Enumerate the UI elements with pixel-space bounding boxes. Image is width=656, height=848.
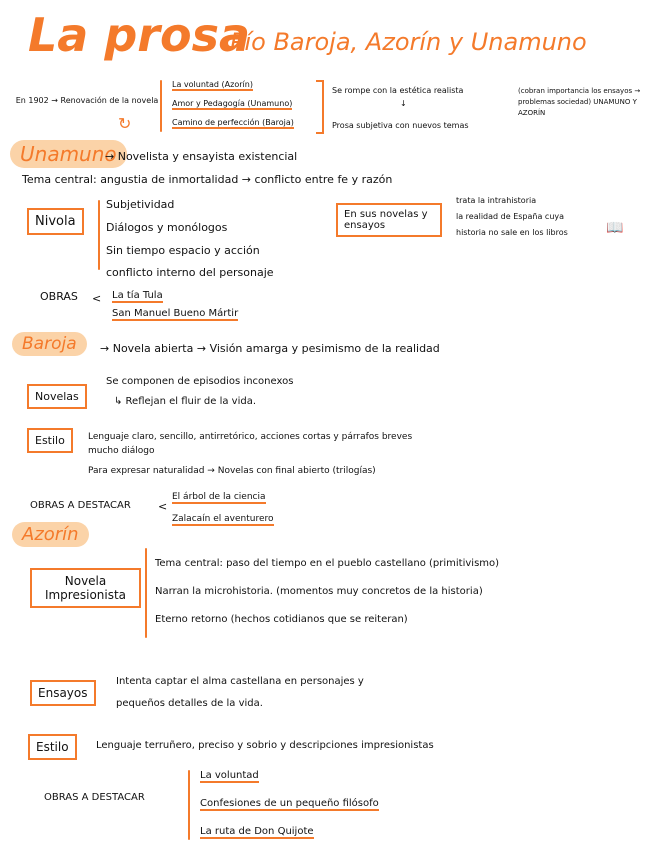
bracket	[145, 548, 147, 638]
bracket	[188, 770, 190, 840]
nivola-item: Subjetividad	[106, 198, 175, 211]
unamuno-heading: Unamuno	[10, 140, 127, 168]
obra: La ruta de Don Quijote	[200, 826, 314, 837]
novela-item: Eterno retorno (hechos cotidianos que se reiteran)	[155, 614, 408, 625]
page-title: La prosa	[28, 8, 251, 62]
arrow-left: <	[158, 500, 168, 513]
novels-essays-box: En sus novelas y ensayos	[336, 203, 442, 237]
obras-label: OBRAS A DESTACAR	[30, 500, 131, 511]
unamuno-desc: → Novelista y ensayista existencial	[105, 150, 298, 163]
bracket	[160, 80, 162, 132]
baroja-heading: Baroja	[12, 332, 87, 356]
estilo-box: Estilo	[28, 734, 77, 760]
nivola-box: Nivola	[27, 208, 84, 235]
intrahistoria-text: la realidad de España cuya	[456, 212, 565, 221]
obra: Confesiones de un pequeño filósofo	[200, 798, 379, 809]
intro-left: En 1902 → Renovación de la novela	[15, 96, 159, 105]
bracket	[98, 200, 100, 270]
novelas-item: ↳ Reflejan el fluir de la vida.	[114, 396, 257, 407]
nivola-item: Diálogos y monólogos	[106, 221, 228, 234]
obras-label: OBRAS	[40, 290, 78, 303]
estilo-text: Lenguaje terruñero, preciso y sobrio y descripciones impresionistas	[96, 740, 434, 751]
bracket	[316, 80, 324, 134]
obra: El árbol de la ciencia	[172, 492, 266, 502]
obras-label: OBRAS A DESTACAR	[44, 792, 145, 803]
nivola-item: Sin tiempo espacio y acción	[106, 244, 260, 257]
intro-work: La voluntad (Azorín)	[172, 80, 253, 89]
azorin-heading: Azorín	[12, 522, 89, 547]
intro-note: (cobran importancia los ensayos → problemas sociedad) UNAMUNO Y AZORÍN	[518, 87, 641, 117]
novela-item: Narran la microhistoria. (momentos muy concretos de la historia)	[155, 586, 483, 597]
unamuno-tema: Tema central: angustia de inmortalidad → conflicto entre fe y razón	[22, 173, 393, 186]
intrahistoria-text: historia no sale en los libros	[456, 228, 568, 237]
obra: La voluntad	[200, 770, 259, 781]
page-subtitle: Pío Baroja, Azorín y Unamuno	[230, 28, 587, 56]
intro-right2: Prosa subjetiva con nuevos temas	[332, 121, 469, 130]
novelas-box: Novelas	[27, 384, 87, 409]
novelas-item: Se componen de episodios inconexos	[106, 376, 294, 387]
obra: Zalacaín el aventurero	[172, 514, 274, 524]
obra: San Manuel Bueno Mártir	[112, 308, 239, 319]
intrahistoria-text: trata la intrahistoria	[456, 196, 537, 205]
cycle-icon: ↻	[118, 114, 132, 133]
baroja-desc: → Novela abierta → Visión amarga y pesimismo de la realidad	[100, 342, 440, 355]
intro-right1: Se rompe con la estética realista	[332, 86, 464, 95]
obra: La tía Tula	[112, 290, 163, 301]
ensayos-text: Intenta captar el alma castellana en personajes y	[116, 676, 364, 687]
intro-work: Amor y Pedagogía (Unamuno)	[172, 99, 293, 108]
book-icon: 📖	[606, 220, 624, 236]
novela-item: Tema central: paso del tiempo en el pueblo castellano (primitivismo)	[155, 558, 500, 569]
arrow-down: ↓	[400, 99, 407, 108]
estilo-box: Estilo	[27, 428, 73, 453]
arrow-left: <	[92, 292, 102, 305]
estilo-item: Para expresar naturalidad → Novelas con final abierto (trilogías)	[88, 466, 376, 476]
nivola-item: conflicto interno del personaje	[106, 266, 274, 279]
novela-impresionista-box: Novela Impresionista	[30, 568, 141, 608]
ensayos-box: Ensayos	[30, 680, 96, 706]
intro-work: Camino de perfección (Baroja)	[172, 118, 294, 127]
ensayos-text: pequeños detalles de la vida.	[116, 698, 263, 709]
estilo-item: mucho diálogo	[88, 446, 155, 456]
estilo-item: Lenguaje claro, sencillo, antirretórico, acciones cortas y párrafos breves	[88, 432, 413, 442]
